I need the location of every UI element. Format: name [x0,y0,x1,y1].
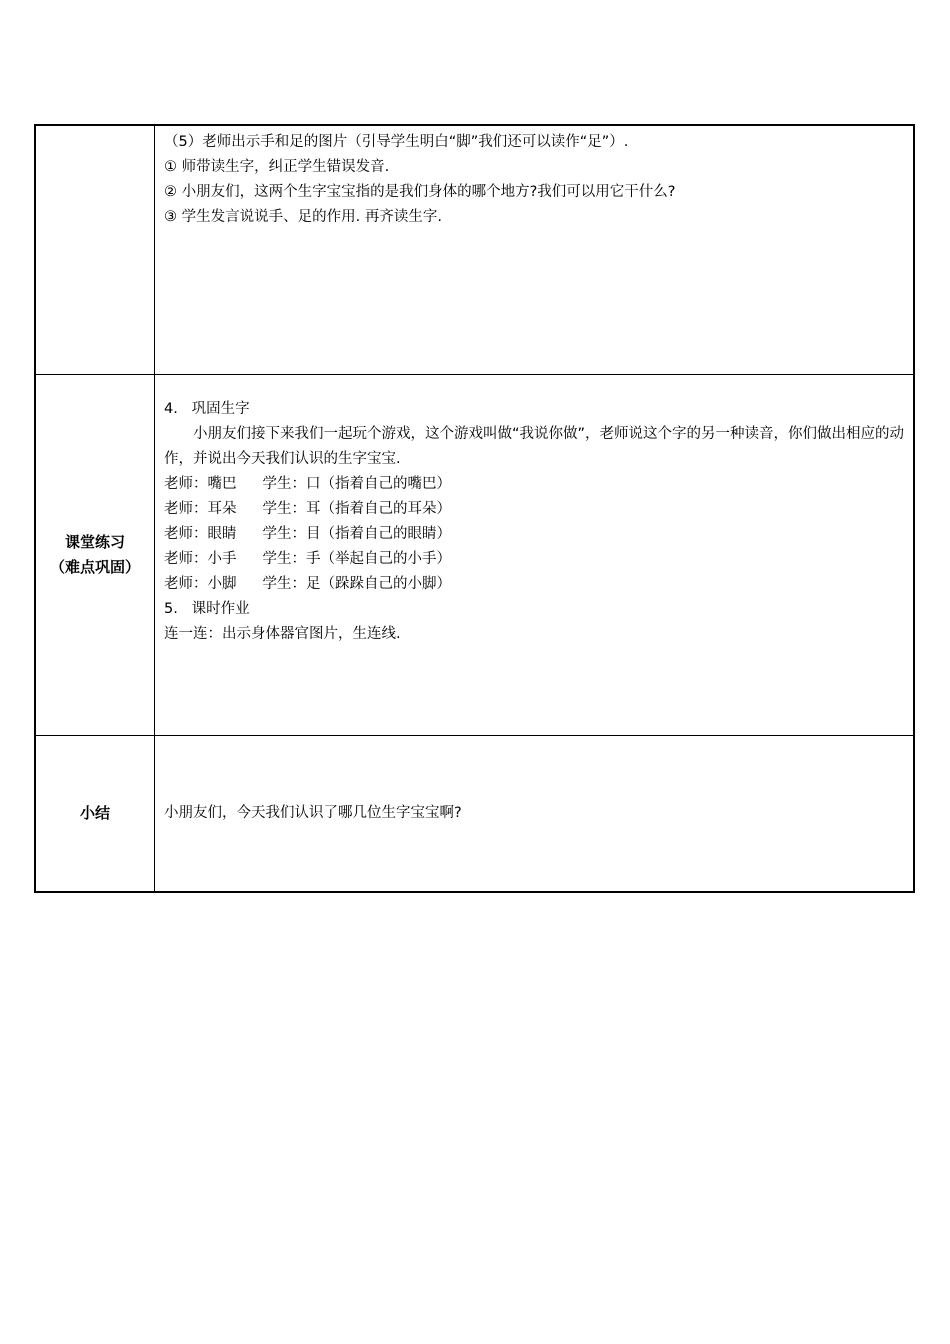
table-row-teaching-steps [35,125,914,374]
summary-text: 小朋友们，今天我们认识了哪几位生字宝宝啊? [164,804,462,821]
practice-content [155,374,915,735]
dialogue-teacher: 老师：耳朵 [164,500,237,517]
practice-label-title: 课堂练习 [64,532,125,551]
dialogue-student: 学生：目（指着自己的眼睛） [262,525,451,542]
summary-content [155,735,915,892]
dialogue-teacher: 老师：眼睛 [164,525,237,542]
table-row-practice [35,374,914,735]
dialogue-line [164,572,905,597]
dialogue-line [164,522,905,547]
dialogue-teacher: 老师：小手 [164,550,237,567]
dialogue-student: 学生：口（指着自己的嘴巴） [262,475,451,492]
heading-homework: 5. 课时作业 [164,600,250,617]
dialogue-line [164,497,905,522]
row-label-practice [35,374,155,735]
row-label-empty [35,125,155,374]
homework-text: 连一连：出示身体器官图片，生连线. [164,625,401,642]
dialogue-teacher: 老师：嘴巴 [164,475,237,492]
dialogue-student: 学生：耳（指着自己的耳朵） [262,500,451,517]
dialogue-line [164,547,905,572]
dialogue-student: 学生：足（跺跺自己的小脚） [262,575,451,592]
lesson-plan-table [34,124,915,893]
dialogue-teacher: 老师：小脚 [164,575,237,592]
table-row-summary [35,735,914,892]
step-line: ③ 学生发言说说手、足的作用. 再齐读生字. [164,209,442,225]
heading-consolidate: 4. 巩固生字 [164,400,250,417]
teaching-steps-content [155,125,915,374]
step-line: ① 师带读生字，纠正学生错误发音. [164,159,390,175]
row-label-summary: 小结 [35,735,155,892]
step-line: （5）老师出示手和足的图片（引导学生明白“脚”我们还可以读作“足”）. [164,134,629,150]
game-instructions: 小朋友们接下来我们一起玩个游戏，这个游戏叫做“我说你做”，老师说这个字的另一种读音，你们做出相应的动作，并说出今天我们认识的生字宝宝. [164,425,905,467]
practice-label-subtitle: （难点巩固） [49,557,140,576]
dialogue-line [164,472,905,497]
dialogue-student: 学生：手（举起自己的小手） [262,550,451,567]
step-line: ② 小朋友们，这两个生字宝宝指的是我们身体的哪个地方?我们可以用它干什么? [164,184,676,200]
